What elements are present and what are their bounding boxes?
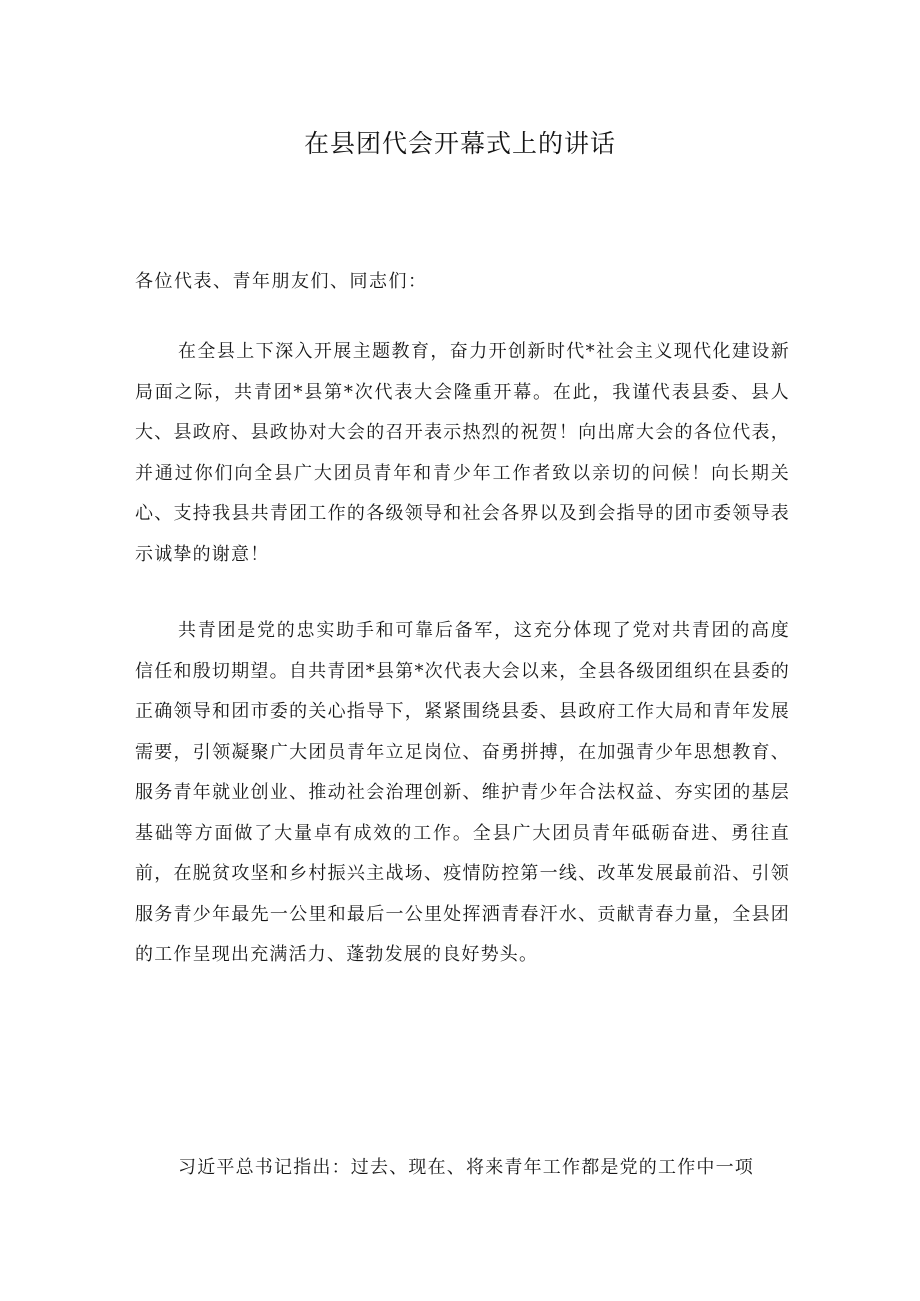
document-title: 在县团代会开幕式上的讲话 [303, 129, 616, 158]
paragraph-3: 习近平总书记指出：过去、现在、将来青年工作都是党的工作中一项 [178, 1157, 754, 1178]
salutation: 各位代表、青年朋友们、同志们： [135, 271, 428, 292]
paragraph-2: 共青团是党的忠实助手和可靠后备军，这充分体现了党对共青团的高度信任和殷切期望。自共青团*县第*次代表大会以来，全县各级团组织在县委的正确领导和团市委的关心指导下，紧紧围绕县委、县政府工作大局和青年发展需要，引领凝聚广大团员青年立足岗位、奋勇拼搏，在加强青少年思想教育、服务青年就业创业、推动社会治理创新、维护青少年合法权益、夯实团的基层基础等方面做了大量卓有成效的工作。全县广大团员青年砥砺奋进、勇往直前，在脱贫攻坚和乡村振兴主战场、疫情防控第一线、改革发展最前沿、引领服务青少年最先一公里和最后一公里处挥洒青春汗水、贡献青春力量，全县团的工作呈现出充满活力、蓬勃发展的良好势头。 [135, 620, 790, 965]
paragraph-1: 在全县上下深入开展主题教育，奋力开创新时代*社会主义现代化建设新局面之际，共青团*县第*次代表大会隆重开幕。在此，我谨代表县委、县人大、县政府、县政协对大会的召开表示热烈的祝贺！向出席大会的各位代表，并通过你们向全县广大团员青年和青少年工作者致以亲切的问候！向长期关心、支持我县共青团工作的各级领导和社会各界以及到会指导的团市委领导表示诚挚的谢意！ [135, 341, 790, 565]
